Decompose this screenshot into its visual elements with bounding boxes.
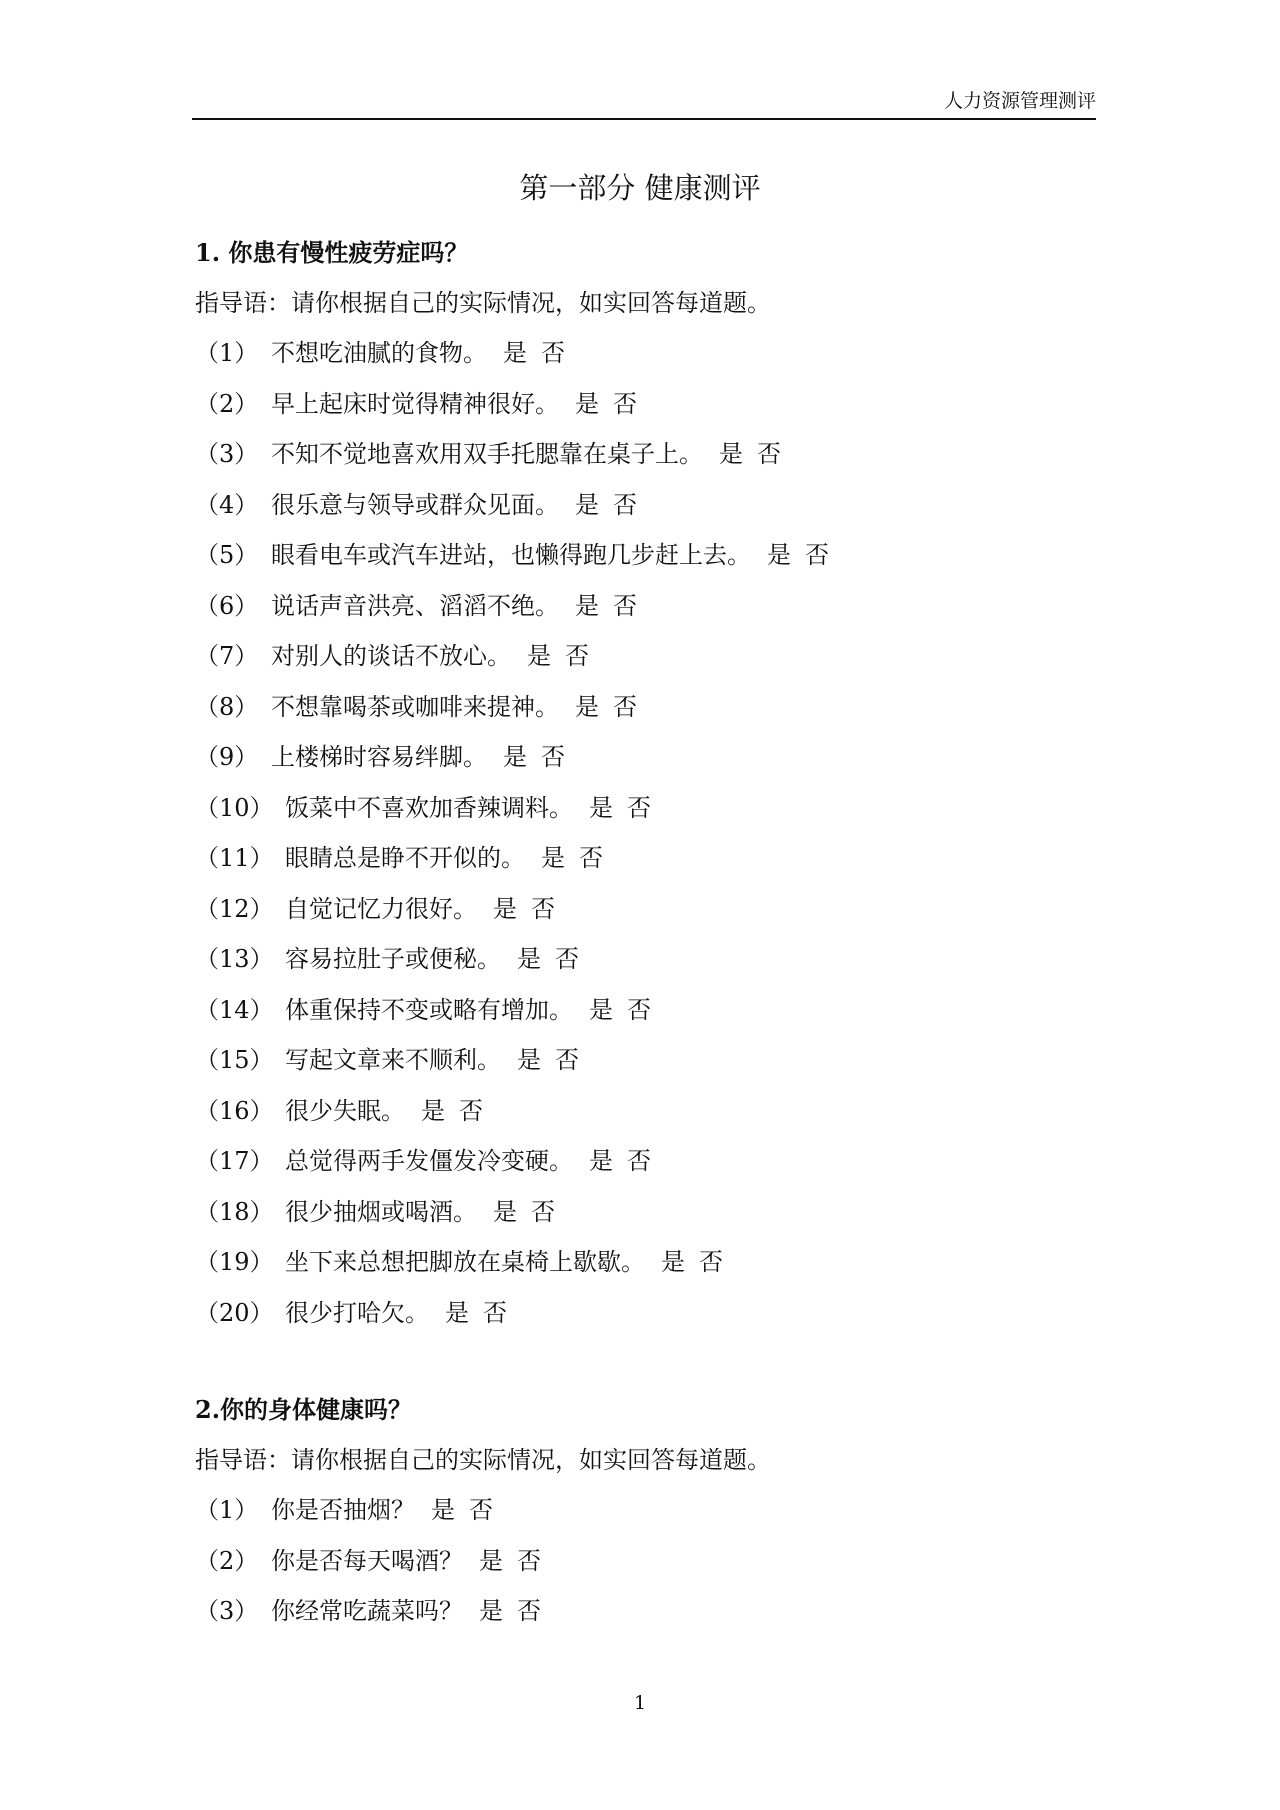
section-physical-health [195, 1385, 1095, 1637]
answer-yes-option[interactable]: 是 [575, 389, 599, 418]
question-item [195, 1035, 1095, 1086]
question-number: （1） [195, 1496, 259, 1524]
answer-yes-option[interactable]: 是 [493, 894, 517, 923]
answer-no-option[interactable]: 否 [541, 339, 565, 367]
answer-no-option[interactable]: 否 [555, 945, 579, 973]
question-number: （13） [195, 945, 274, 973]
question-text: 不想吃油腻的食物。 [271, 339, 487, 367]
question-item [195, 429, 1095, 480]
question-text: 写起文章来不顺利。 [285, 1046, 501, 1074]
answer-yes-option[interactable]: 是 [479, 1546, 503, 1575]
question-item [195, 1237, 1095, 1288]
answer-no-option[interactable]: 否 [531, 1197, 555, 1226]
question-item [195, 732, 1095, 783]
question-item [195, 783, 1095, 834]
question-list [195, 328, 1095, 1338]
question-text: 不想靠喝茶或咖啡来提神。 [271, 692, 559, 721]
question-number: （7） [195, 642, 259, 670]
answer-yes-option[interactable]: 是 [527, 642, 551, 670]
question-text: 不知不觉地喜欢用双手托腮靠在桌子上。 [271, 440, 703, 468]
answer-yes-option[interactable]: 是 [503, 743, 527, 771]
question-number: （3） [195, 1597, 259, 1625]
question-text: 说话声音洪亮、滔滔不绝。 [271, 591, 559, 620]
answer-yes-option[interactable]: 是 [589, 1147, 613, 1175]
answer-no-option[interactable]: 否 [757, 440, 781, 468]
answer-yes-option[interactable]: 是 [493, 1197, 517, 1226]
question-list [195, 1485, 1095, 1637]
question-number: （11） [195, 844, 274, 872]
question-number: （6） [195, 591, 259, 620]
answer-yes-option[interactable]: 是 [589, 995, 613, 1024]
question-item [195, 1586, 1095, 1637]
question-number: （2） [195, 1546, 259, 1575]
answer-no-option[interactable]: 否 [579, 844, 603, 872]
question-number: （3） [195, 440, 259, 468]
answer-no-option[interactable]: 否 [469, 1496, 493, 1524]
question-text: 很少失眠。 [285, 1096, 405, 1125]
answer-yes-option[interactable]: 是 [575, 490, 599, 519]
question-item [195, 379, 1095, 430]
answer-yes-option[interactable]: 是 [517, 945, 541, 973]
question-text: 体重保持不变或略有增加。 [285, 995, 573, 1024]
question-text: 你是否每天喝酒？ [271, 1546, 463, 1575]
question-number: （19） [195, 1248, 274, 1276]
question-number: （16） [195, 1096, 274, 1125]
question-number: （9） [195, 743, 259, 771]
question-item [195, 884, 1095, 935]
question-item [195, 1288, 1095, 1339]
answer-yes-option[interactable]: 是 [479, 1597, 503, 1625]
answer-yes-option[interactable]: 是 [661, 1248, 685, 1276]
answer-no-option[interactable]: 否 [627, 1147, 651, 1175]
question-item [195, 1485, 1095, 1536]
question-number: （15） [195, 1046, 274, 1074]
answer-no-option[interactable]: 否 [531, 894, 555, 923]
question-number: （8） [195, 692, 259, 721]
answer-yes-option[interactable]: 是 [517, 1046, 541, 1074]
answer-yes-option[interactable]: 是 [445, 1298, 469, 1327]
answer-yes-option[interactable]: 是 [589, 793, 613, 822]
question-item [195, 530, 1095, 581]
question-number: （14） [195, 995, 274, 1024]
answer-no-option[interactable]: 否 [517, 1597, 541, 1625]
question-text: 早上起床时觉得精神很好。 [271, 389, 559, 418]
answer-no-option[interactable]: 否 [459, 1096, 483, 1125]
section-title: 1. 你患有慢性疲劳症吗？ [195, 238, 469, 267]
answer-yes-option[interactable]: 是 [541, 844, 565, 872]
question-item [195, 1086, 1095, 1137]
question-text: 饭菜中不喜欢加香辣调料。 [285, 793, 573, 822]
question-number: （10） [195, 793, 274, 822]
answer-no-option[interactable]: 否 [613, 591, 637, 620]
question-number: （5） [195, 541, 259, 569]
header-rule [192, 118, 1096, 120]
page-title: 第一部分 健康测评 [519, 171, 761, 205]
answer-yes-option[interactable]: 是 [767, 541, 791, 569]
section-chronic-fatigue [195, 228, 1095, 1338]
answer-no-option[interactable]: 否 [627, 793, 651, 822]
question-number: （18） [195, 1197, 274, 1226]
answer-no-option[interactable]: 否 [565, 642, 589, 670]
answer-no-option[interactable]: 否 [541, 743, 565, 771]
question-item [195, 581, 1095, 632]
question-item [195, 1136, 1095, 1187]
answer-no-option[interactable]: 否 [613, 490, 637, 519]
question-text: 总觉得两手发僵发冷变硬。 [285, 1147, 573, 1175]
answer-no-option[interactable]: 否 [483, 1298, 507, 1327]
answer-yes-option[interactable]: 是 [575, 591, 599, 620]
question-item [195, 1187, 1095, 1238]
question-text: 你是否抽烟？ [271, 1496, 415, 1524]
question-text: 上楼梯时容易绊脚。 [271, 743, 487, 771]
question-item [195, 934, 1095, 985]
question-number: （12） [195, 894, 274, 923]
answer-no-option[interactable]: 否 [555, 1046, 579, 1074]
question-text: 很乐意与领导或群众见面。 [271, 490, 559, 519]
answer-yes-option[interactable]: 是 [421, 1096, 445, 1125]
question-text: 你经常吃蔬菜吗？ [271, 1597, 463, 1625]
question-item [195, 480, 1095, 531]
answer-no-option[interactable]: 否 [613, 389, 637, 418]
question-text: 很少打哈欠。 [285, 1298, 429, 1327]
question-number: （2） [195, 389, 259, 418]
question-item [195, 1536, 1095, 1587]
page-number: 1 [633, 1692, 647, 1714]
section-instruction: 指导语：请你根据自己的实际情况，如实回答每道题。 [195, 1446, 771, 1474]
question-item [195, 985, 1095, 1036]
answer-yes-option[interactable]: 是 [719, 440, 743, 468]
answer-yes-option[interactable]: 是 [503, 339, 527, 367]
question-number: （4） [195, 490, 259, 519]
running-header: 人力资源管理测评 [943, 90, 1096, 112]
question-number: （17） [195, 1147, 274, 1175]
question-item [195, 631, 1095, 682]
question-text: 很少抽烟或喝酒。 [285, 1197, 477, 1226]
question-text: 眼看电车或汽车进站，也懒得跑几步赶上去。 [271, 541, 751, 569]
question-text: 自觉记忆力很好。 [285, 894, 477, 923]
question-text: 坐下来总想把脚放在桌椅上歇歇。 [285, 1248, 645, 1276]
question-text: 容易拉肚子或便秘。 [285, 945, 501, 973]
answer-no-option[interactable]: 否 [627, 995, 651, 1024]
answer-no-option[interactable]: 否 [805, 541, 829, 569]
question-number: （20） [195, 1298, 274, 1327]
question-item [195, 833, 1095, 884]
answer-no-option[interactable]: 否 [613, 692, 637, 721]
question-number: （1） [195, 339, 259, 367]
question-text: 眼睛总是睁不开似的。 [285, 844, 525, 872]
answer-no-option[interactable]: 否 [699, 1248, 723, 1276]
question-item [195, 682, 1095, 733]
question-item [195, 328, 1095, 379]
answer-yes-option[interactable]: 是 [575, 692, 599, 721]
question-text: 对别人的谈话不放心。 [271, 642, 511, 670]
section-instruction: 指导语：请你根据自己的实际情况，如实回答每道题。 [195, 289, 771, 317]
answer-no-option[interactable]: 否 [517, 1546, 541, 1575]
section-title: 2.你的身体健康吗？ [195, 1395, 413, 1424]
answer-yes-option[interactable]: 是 [431, 1496, 455, 1524]
